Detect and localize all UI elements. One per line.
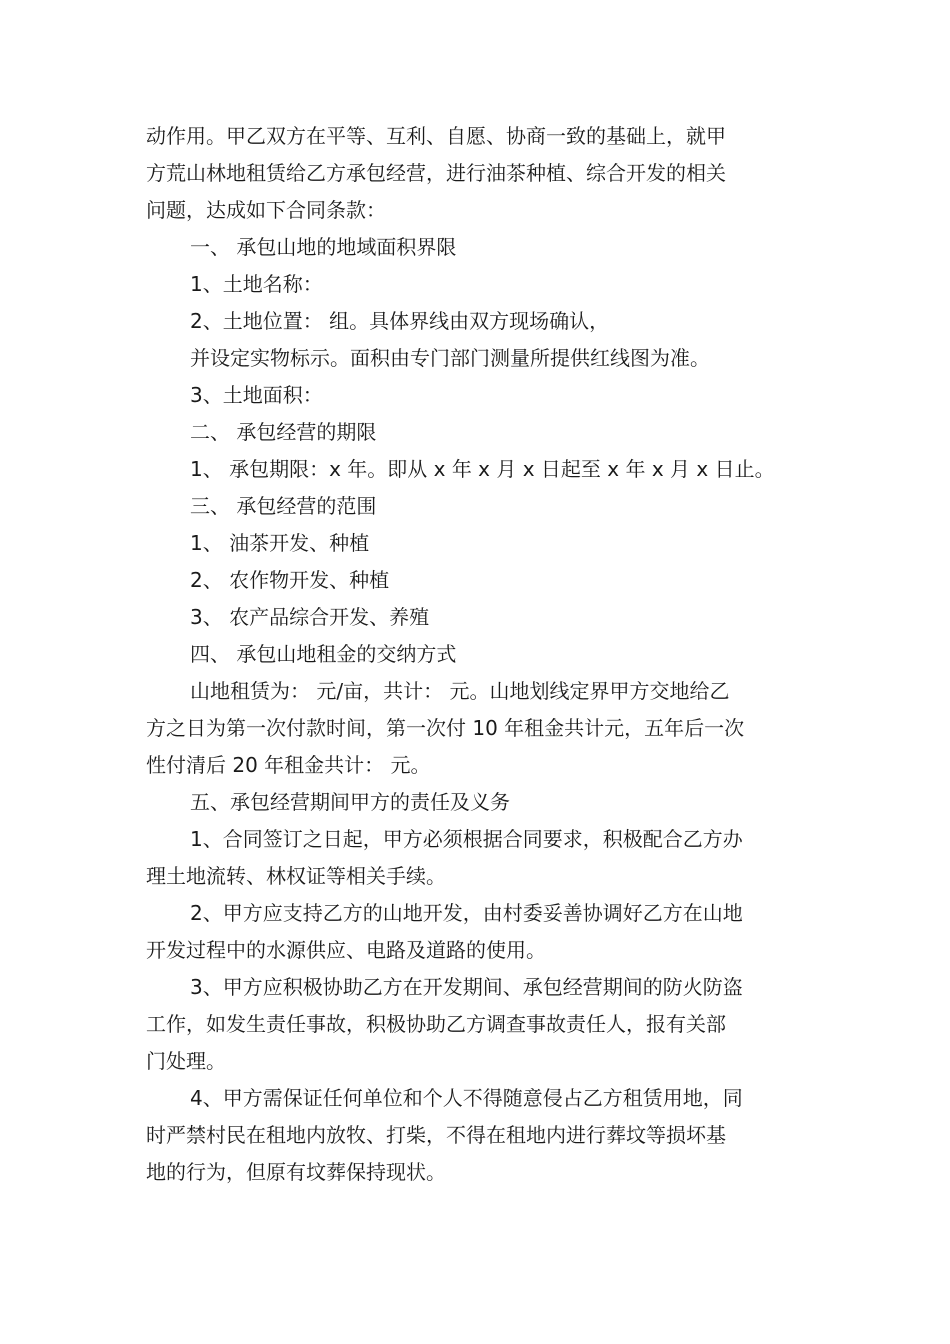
text-line: 2、土地位置： 组。具体界线由双方现场确认， xyxy=(190,309,610,333)
document-body xyxy=(146,118,810,1191)
section-heading: 二、 承包经营的期限 xyxy=(190,420,377,444)
text-line: 1、土地名称： xyxy=(190,272,323,296)
text-line: 1、 承包期限：x 年。即从 x 年 x 月 x 日起至 x 年 x 月 x 日止。 xyxy=(190,457,775,481)
text-line: 3、甲方应积极协助乙方在开发期间、承包经营期间的防火防盗 xyxy=(190,975,743,999)
section-heading: 五、承包经营期间甲方的责任及义务 xyxy=(190,790,510,814)
text-line: 4、甲方需保证任何单位和个人不得随意侵占乙方租赁用地，同 xyxy=(190,1086,743,1110)
text-line: 地的行为，但原有坟葬保持现状。 xyxy=(146,1160,446,1184)
section-heading: 四、 承包山地租金的交纳方式 xyxy=(190,642,457,666)
text-line: 2、甲方应支持乙方的山地开发，由村委妥善协调好乙方在山地 xyxy=(190,901,743,925)
text-line: 动作用。甲乙双方在平等、互利、自愿、协商一致的基础上，就甲 xyxy=(146,124,726,148)
section-heading: 三、 承包经营的范围 xyxy=(190,494,377,518)
text-line: 时严禁村民在租地内放牧、打柴，不得在租地内进行葬坟等损坏基 xyxy=(146,1123,726,1147)
text-line: 3、 农产品综合开发、养殖 xyxy=(190,605,430,629)
text-line: 问题，达成如下合同条款： xyxy=(146,198,386,222)
text-line: 1、 油茶开发、种植 xyxy=(190,531,370,555)
text-line: 方之日为第一次付款时间，第一次付 10 年租金共计元，五年后一次 xyxy=(146,716,745,740)
text-line: 工作，如发生责任事故，积极协助乙方调查事故责任人，报有关部 xyxy=(146,1012,726,1036)
text-line: 方荒山林地租赁给乙方承包经营，进行油茶种植、综合开发的相关 xyxy=(146,161,726,185)
text-line: 山地租赁为： 元/亩，共计： 元。山地划线定界甲方交地给乙 xyxy=(190,679,730,703)
text-line: 性付清后 20 年租金共计： 元。 xyxy=(146,753,431,777)
text-line: 门处理。 xyxy=(146,1049,226,1073)
text-line: 2、 农作物开发、种植 xyxy=(190,568,390,592)
text-line: 3、土地面积： xyxy=(190,383,323,407)
section-heading: 一、 承包山地的地域面积界限 xyxy=(190,235,457,259)
text-line: 并设定实物标示。面积由专门部门测量所提供红线图为准。 xyxy=(190,346,710,370)
text-line: 理土地流转、林权证等相关手续。 xyxy=(146,864,446,888)
text-line: 开发过程中的水源供应、电路及道路的使用。 xyxy=(146,938,546,962)
text-line: 1、合同签订之日起，甲方必须根据合同要求，积极配合乙方办 xyxy=(190,827,743,851)
